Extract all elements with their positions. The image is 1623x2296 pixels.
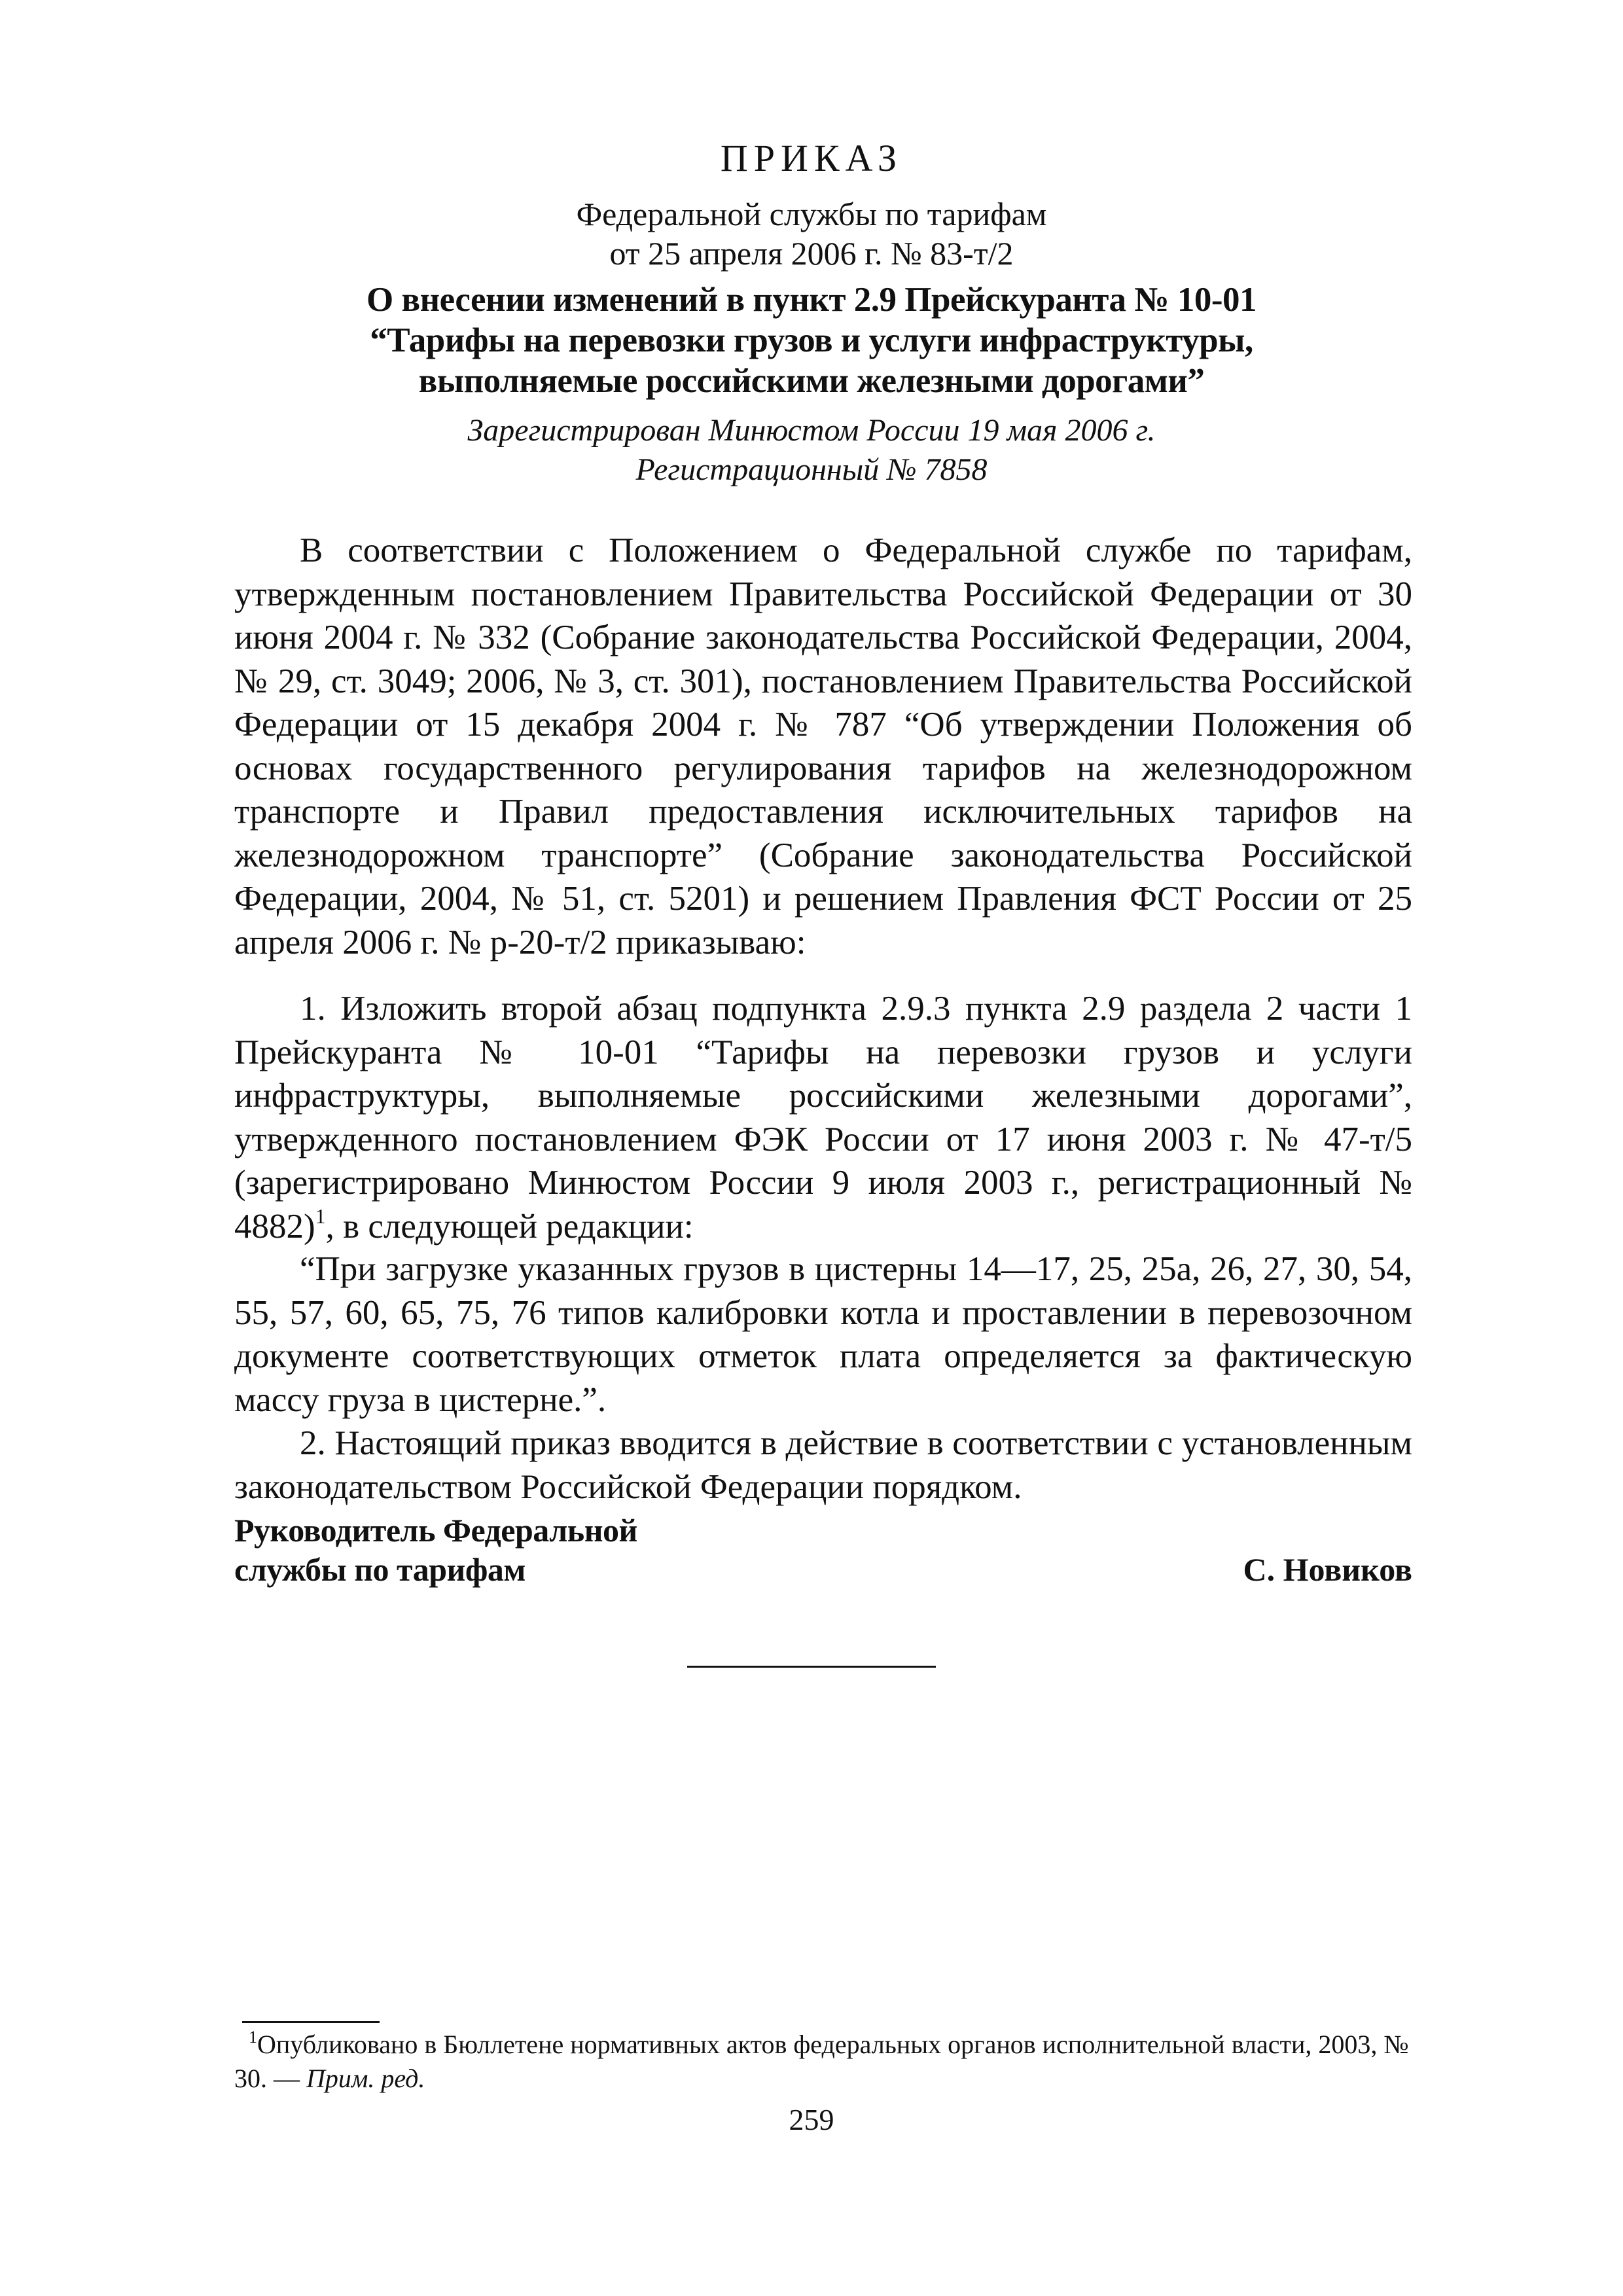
subject-line-3: выполняемые российскими железными дорогами” [418,362,1205,400]
footnote-text: Опубликовано в Бюллетене нормативных актов федеральных органов исполнительной власти, 2003, № 30. — [234,2030,1409,2093]
item-2-paragraph [234,1422,1412,1509]
subject-line-1: О внесении изменений в пункт 2.9 Прейскуранта № 10-01 [366,281,1257,319]
footnote-reference: 1 [315,1204,326,1228]
preamble-paragraph [234,529,1412,964]
signatory-position-line-1: Руководитель Федеральной [234,1512,637,1549]
order-date-number: от 25 апреля 2006 г. № 83-т/2 [609,235,1014,272]
item-2-text: 2. Настоящий приказ вводится в действие в соответствии с установленным законодательством Российской Федерации порядком. [234,1424,1412,1506]
item-1-paragraph [234,987,1412,1248]
registration-line-2: Регистрационный № 7858 [635,452,988,487]
page-number: 259 [789,2103,834,2136]
item-1-text: 1. Изложить второй абзац подпункта 2.9.3 пункта 2.9 раздела 2 части 1 Прейскуранта № 10-01 “Тарифы на перевозки грузов и услуги инфраструктуры, выполняемые российскими железными дорогами”, утвержденного постановлением ФЭК России от 17 июня 2003 г. № 47-т/5 (зарегистрировано Минюстом России 9 июля 2003 г., регистрационный № 4882) [234,990,1412,1246]
item-1-text-tail: , в следующей редакции: [325,1207,694,1246]
signatory-name: С. Новиков [1243,1551,1412,1588]
footnote-editor-note: Прим. ред. [306,2064,425,2093]
registration-line-1: Зарегистрирован Минюстом России 19 мая 2006 г. [467,413,1156,448]
quoted-amendment-paragraph [234,1247,1412,1422]
quoted-amendment-text: “При загрузке указанных грузов в цистерны 14—17, 25, 25а, 26, 27, 30, 54, 55, 57, 60, 65, 75, 76 типов калибровки котла и проставлении в перевозочном документе соответствующих отметок плата определяется за фактическую массу груза в цистерне.”. [234,1250,1412,1419]
signatory-position-line-2: службы по тарифам [234,1551,526,1588]
footnote-rule [242,2021,380,2023]
preamble-text: В соответствии с Положением о Федеральной службе по тарифам, утвержденным постановлением Правительства Российской Федерации от 30 июня 2004 г. № 332 (Собрание законодательства Российской Федерации, 2004, № 29, ст. 3049; 2006, № 3, ст. 301), постановлением Правительства Российской Федерации от 15 декабря 2004 г. № 787 “Об утверждении Положения об основах государственного регулирования тарифов на железнодорожном транспорте и Правил предоставления исключительных тарифов на железнодорожном транспорте” (Собрание законодательства Российской Федерации, 2004, № 51, ст. 5201) и решением Правления ФСТ России от 25 апреля 2006 г. № р-20-т/2 приказываю: [234,531,1412,961]
separator-rule [687,1666,936,1668]
footnote-mark: 1 [249,2028,257,2047]
issuing-authority: Федеральной службы по тарифам [576,196,1047,232]
subject-line-2: “Тарифы на перевозки грузов и услуги инфраструктуры, [370,321,1253,359]
footnote [234,2028,1412,2096]
document-title: ПРИКАЗ [720,137,903,179]
signatory-position [234,1511,637,1589]
